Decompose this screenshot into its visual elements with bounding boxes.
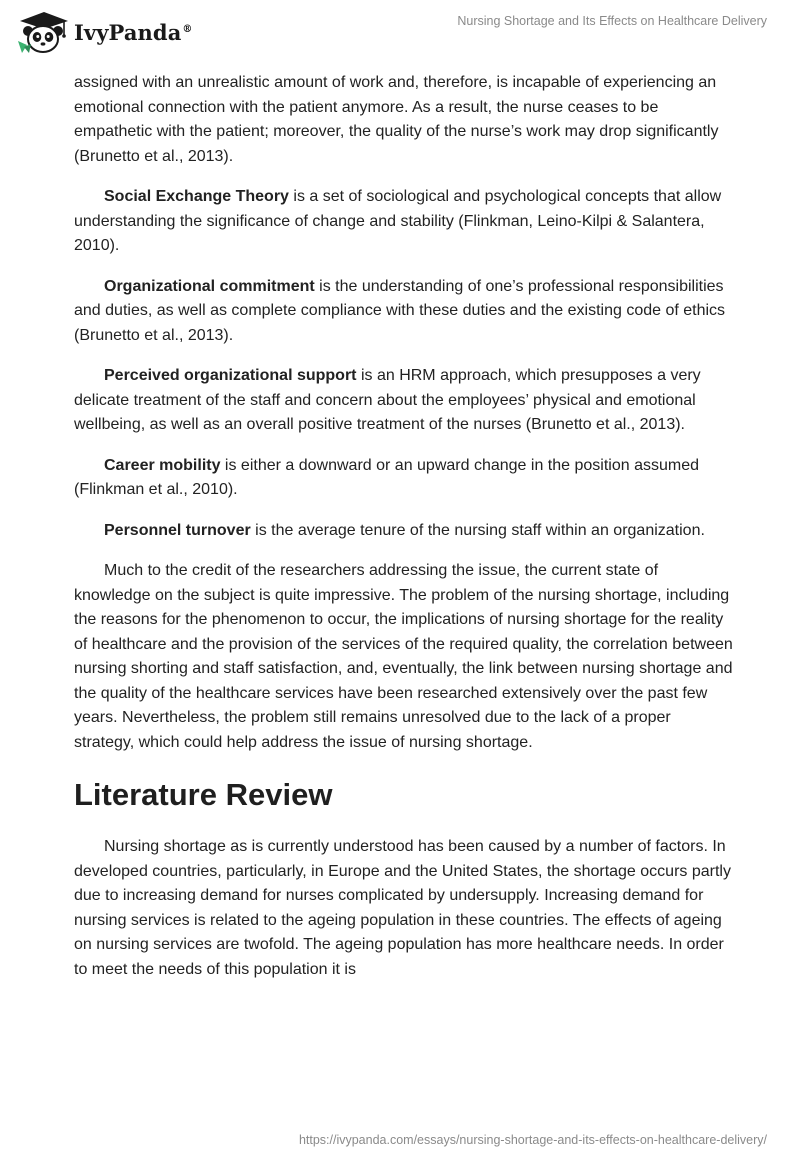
brand-logo[interactable] [14, 9, 193, 55]
definition-term: Social Exchange Theory [104, 188, 289, 205]
paragraph-continued: assigned with an unrealistic amount of work and, therefore, is incapable of experiencing an emotional connection with the patient anymore. As a result, the nurse ceases to be empathetic with the patient; moreover, the quality of the nurse’s work may drop significantly (Brunetto et al., 2013). [74, 74, 719, 165]
document-title: Nursing Shortage and Its Effects on Healthcare Delivery [457, 14, 767, 28]
brand-name: IvyPanda® [74, 19, 193, 45]
definition-term: Perceived organizational support [104, 367, 357, 384]
paragraph-literature-review: Nursing shortage as is currently understood has been caused by a number of factors. In developed countries, particularly, in Europe and the United States, the shortage occurs partly due to increasing demand for nurses complicated by undersupply. Increasing demand for nursing services is related to the ageing population in these countries. The effects of ageing on nursing services are twofold. The ageing population has more healthcare needs. In order to meet the needs of this population it is [74, 838, 731, 978]
definition-social-exchange-theory: Social Exchange Theory is a set of sociological and psychological concepts that allow understanding the significance of change and stability (Flinkman, Leino-Kilpi & Salantera, 2010). [74, 188, 722, 254]
page-header [0, 0, 800, 66]
definition-term: Career mobility [104, 456, 221, 474]
definition-personnel-turnover: Personnel turnover is the average tenure of the nursing staff within an organization. [104, 521, 705, 539]
panda-graduate-icon [14, 9, 70, 55]
definition-career-mobility: Career mobility is either a downward or an upward change in the position assumed (Flinkman et al., 2010). [74, 456, 699, 498]
document-body [74, 71, 734, 998]
section-heading: Literature Review [74, 777, 333, 812]
source-url[interactable]: https://ivypanda.com/essays/nursing-shortage-and-its-effects-on-healthcare-delivery/ [298, 1133, 767, 1147]
paragraph-state-of-knowledge: Much to the credit of the researchers addressing the issue, the current state of knowledge on the subject is quite impressive. The problem of the nursing shortage, including the reasons for the phenomenon to occur, the implications of nursing shortage for the reality of healthcare and the provision of the services of the required quality, the correlation between nursing shorting and staff satisfaction, and, eventually, the link between nursing shortage and the quality of the healthcare services have been researched extensively over the past few years. Nevertheless, the problem still remains unresolved due to the lack of a proper strategy, which could help address the issue of nursing shortage. [74, 562, 733, 751]
definition-term: Personnel turnover [104, 521, 251, 539]
definition-term: Organizational commitment [104, 277, 315, 295]
definition-organizational-commitment: Organizational commitment is the understanding of one’s professional responsibilities and duties, as well as complete compliance with these duties and the existing code of ethics (Brunetto et al., 2013). [74, 277, 726, 344]
definition-perceived-organizational-support: Perceived organizational support is an HRM approach, which presupposes a very delicate treatment of the staff and concern about the employees’ physical and emotional wellbeing, as well as an overall positive treatment of the nurses (Brunetto et al., 2013). [74, 367, 701, 433]
